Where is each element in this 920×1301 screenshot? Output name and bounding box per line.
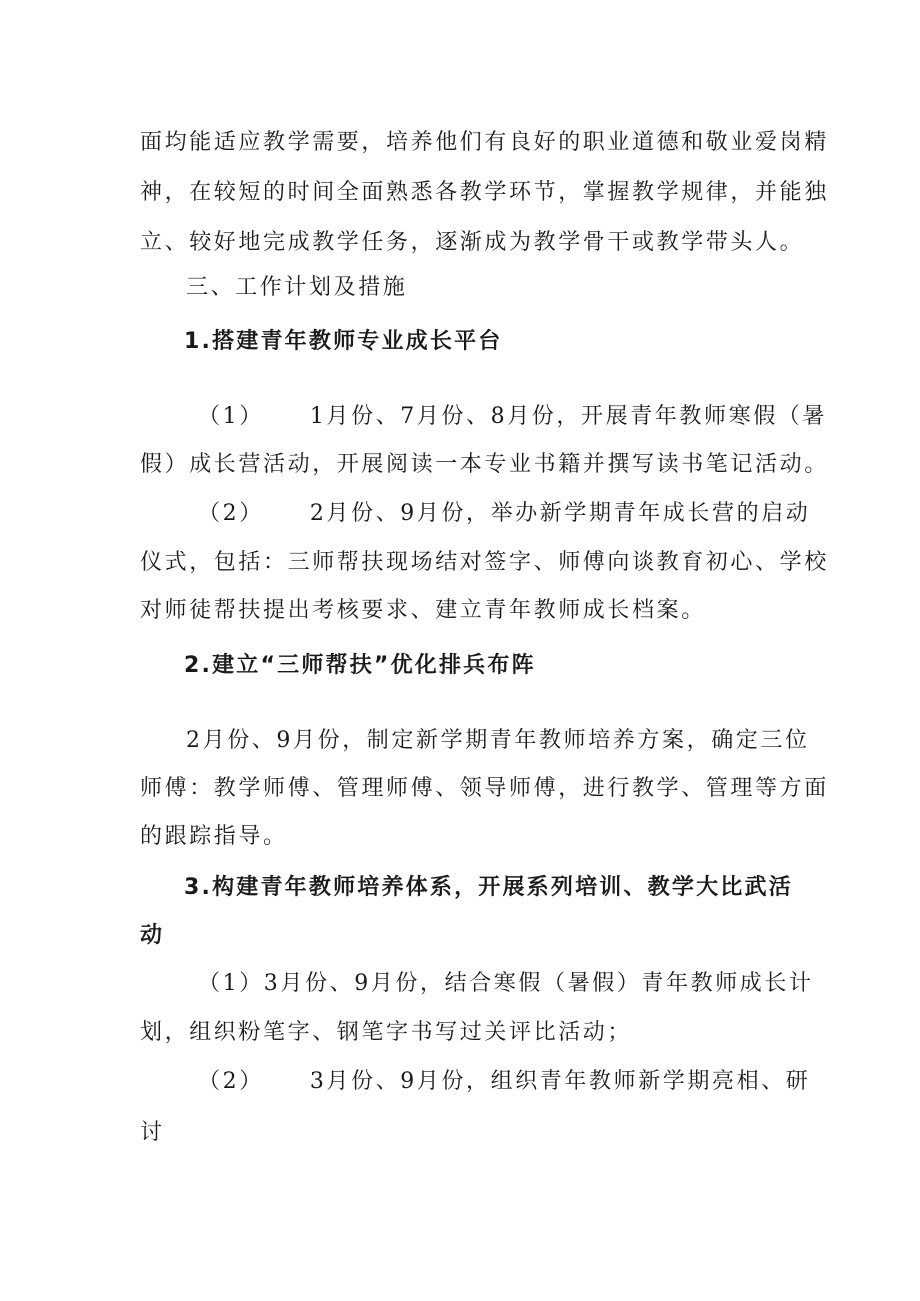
item-3-para-1-line-2: 划，组织粉笔字、钢笔字书写过关评比活动；	[140, 1020, 633, 1045]
item-3-heading-line-2: 动	[140, 923, 165, 948]
item-1-para-2-line-3: 对师徒帮扶提出考核要求、建立青年教师成长档案。	[140, 598, 706, 623]
section-heading: 三、工作计划及措施	[186, 275, 408, 300]
item-3-para-2-text: 3月份、9月份，组织青年教师新学期亮相、研	[309, 1069, 811, 1094]
item-1-para-2-marker: （2）	[198, 501, 264, 526]
item-2-para-line-3: 的跟踪指导。	[140, 824, 288, 849]
item-2-para-line-1: 2月份、9月份，制定新学期青年教师培养方案，确定三位	[186, 728, 810, 753]
item-1-para-2-text: 2月份、9月份，举办新学期青年成长营的启动	[309, 501, 811, 526]
item-1-heading: 1.搭建青年教师专业成长平台	[184, 329, 503, 354]
intro-line-3: 立、较好地完成教学任务，逐渐成为教学骨干或教学带头人。	[140, 230, 805, 255]
item-1-para-2-first-line	[198, 500, 810, 528]
item-2-para-line-2: 师傅：教学师傅、管理师傅、领导师傅，进行教学、管理等方面	[140, 776, 829, 801]
item-3-para-2-first-line	[198, 1068, 810, 1096]
item-1-para-1-line-2: 假）成长营活动，开展阅读一本专业书籍并撰写读书笔记活动。	[140, 452, 829, 477]
item-2-heading: 2.建立“三师帮扶”优化排兵布阵	[184, 653, 536, 678]
intro-line-2: 神，在较短的时间全面熟悉各教学环节，掌握教学规律，并能独	[140, 180, 829, 205]
item-1-para-1-marker: （1）	[198, 404, 264, 429]
item-3-para-2-marker: （2）	[198, 1069, 264, 1094]
item-1-para-1-first-line	[198, 403, 827, 431]
item-1-para-1-text: 1月份、7月份、8月份，开展青年教师寒假（暑	[309, 404, 828, 429]
intro-line-1: 面均能适应教学需要，培养他们有良好的职业道德和敬业爱岗精	[140, 130, 829, 155]
item-3-heading-line-1: 3.构建青年教师培养体系，开展系列培训、教学大比武活	[184, 875, 793, 900]
item-3-para-1-first-line: （1）3月份、9月份，结合寒假（暑假）青年教师成长计	[198, 971, 814, 996]
item-1-para-2-line-2: 仪式，包括：三师帮扶现场结对签字、师傅向谈教育初心、学校	[140, 550, 829, 575]
item-3-para-2-line-2: 讨	[140, 1120, 165, 1145]
